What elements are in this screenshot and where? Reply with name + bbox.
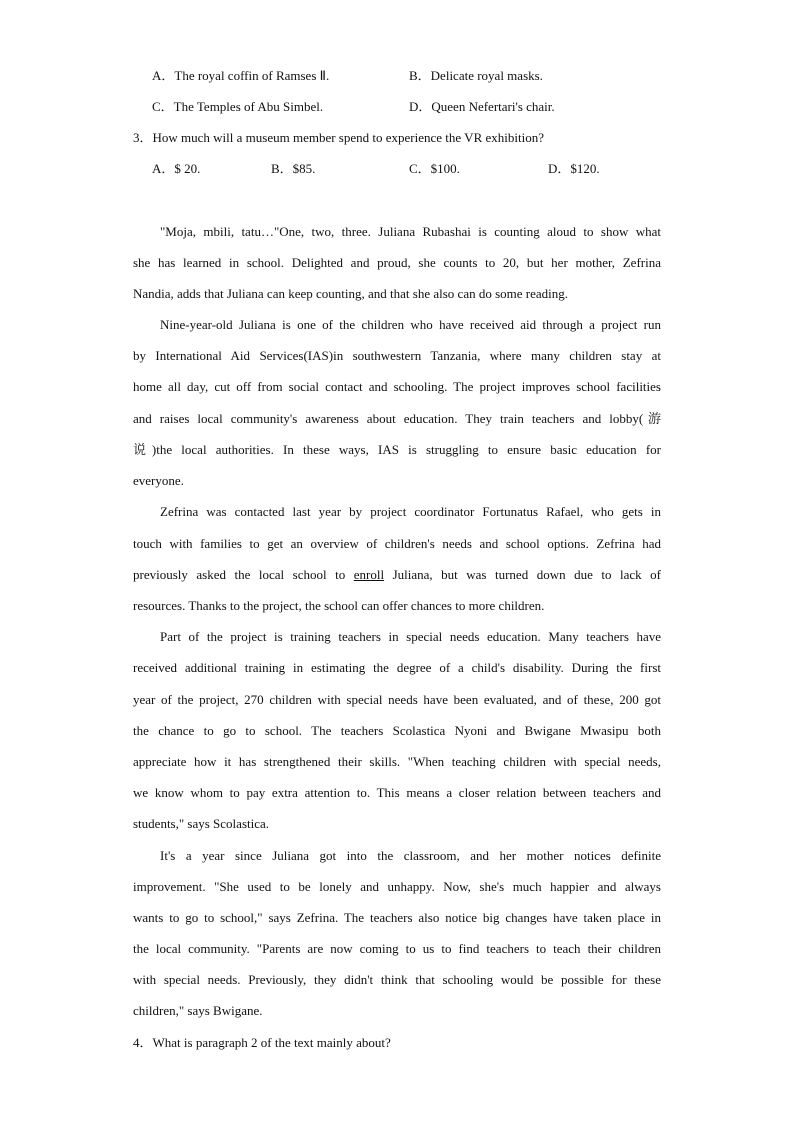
underlined-word-enroll: enroll [353,567,385,582]
passage-line: wants to go to school," says Zefrina. The teachers also notice big changes have taken place in [133,910,661,925]
q2-option-a: A．The royal coffin of Ramses Ⅱ. [152,68,330,83]
passage-line: the chance to go to school. The teachers Scolastica Nyoni and Bwigane Mwasipu both [133,723,661,738]
passage-line: she has learned in school. Delighted and proud, she counts to 20, but her mother, Zefrina [133,255,661,270]
passage-line: 说)the local authorities. In these ways, IAS is struggling to ensure basic education for [133,442,661,457]
q3-option-a: A．$ 20. [152,161,201,176]
passage-text: previously asked the local school to [133,567,354,582]
passage-line: by International Aid Services(IAS)in southwestern Tanzania, where many children stay at [133,348,661,363]
passage-line: Nine-year-old Juliana is one of the children who have received aid through a project run [160,317,661,332]
q3-stem: 3．How much will a museum member spend to experience the VR exhibition? [133,130,544,145]
passage-line: and raises local community's awareness about education. They train teachers and lobby(游 [133,411,661,426]
passage-line: It's a year since Juliana got into the classroom, and her mother notices definite [160,848,661,863]
passage-line: touch with families to get an overview of children's needs and school options. Zefrina had [133,536,661,551]
q2-option-d: D．Queen Nefertari's chair. [409,99,555,114]
passage-line: everyone. [133,473,184,488]
passage-line: with special needs. Previously, they didn't think that schooling would be possible for these [133,972,661,987]
passage-line: appreciate how it has strengthened their skills. "When teaching children with special needs, [133,754,661,769]
passage-text: Juliana, but was turned down due to lack of [384,567,661,582]
passage-line: received additional training in estimating the degree of a child's disability. During the first [133,660,661,675]
passage-line: year of the project, 270 children with special needs have been evaluated, and of these, 200 got [133,692,661,707]
passage-line [133,565,661,585]
q2-option-b: B．Delicate royal masks. [409,68,543,83]
passage-line: Nandia, adds that Juliana can keep counting, and that she also can do some reading. [133,286,569,301]
q3-option-d: D．$120. [548,161,600,176]
passage-line: the local community. "Parents are now coming to us to find teachers to teach their children [133,941,661,956]
passage-line: "Moja, mbili, tatu…"One, two, three. Juliana Rubashai is counting aloud to show what [160,224,661,239]
passage-line: we know whom to pay extra attention to. This means a closer relation between teachers and [133,785,661,800]
passage-line: home all day, cut off from social contact and schooling. The project improves school facilities [133,379,661,394]
passage-line: improvement. "She used to be lonely and unhappy. Now, she's much happier and always [133,879,661,894]
q3-option-b: B．$85. [271,161,316,176]
q2-option-c: C．The Temples of Abu Simbel. [152,99,324,114]
passage-line: children," says Bwigane. [133,1003,263,1018]
passage-line: students," says Scolastica. [133,816,270,831]
q3-option-c: C．$100. [409,161,460,176]
passage-line: resources. Thanks to the project, the school can offer chances to more children. [133,598,545,613]
q4-stem: 4．What is paragraph 2 of the text mainly about? [133,1035,391,1050]
passage-line: Zefrina was contacted last year by project coordinator Fortunatus Rafael, who gets in [160,504,661,519]
passage-line: Part of the project is training teachers in special needs education. Many teachers have [160,629,661,644]
